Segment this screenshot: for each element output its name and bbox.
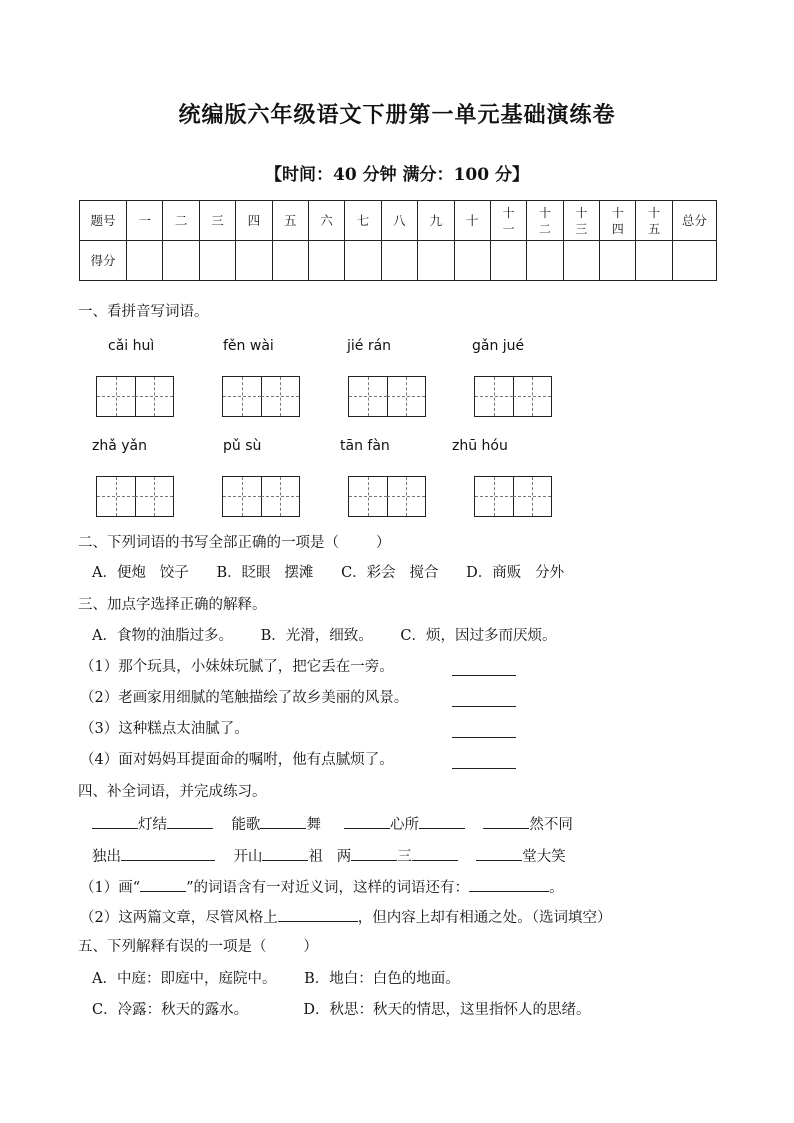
word-fragment: 舞 — [306, 817, 321, 833]
score-label: 得分 — [80, 241, 127, 281]
word-fragment: 灯结 — [138, 817, 167, 833]
score-cell[interactable] — [418, 241, 454, 281]
score-cell[interactable] — [308, 241, 344, 281]
score-cell[interactable] — [527, 241, 563, 281]
word-fragment: 两 — [336, 849, 352, 865]
score-cell[interactable] — [636, 241, 672, 281]
score-cell[interactable] — [600, 241, 636, 281]
column-header — [490, 201, 526, 241]
section5-heading: 五、下列解释有误的一项是（ ） — [78, 939, 318, 955]
writing-grid[interactable] — [222, 376, 300, 417]
column-header: 四 — [236, 201, 272, 241]
word-fragment: 祖 — [308, 849, 323, 865]
score-cell[interactable] — [490, 241, 526, 281]
question-text: （2）这两篇文章，尽管风格上 — [80, 910, 278, 926]
column-header: 六 — [308, 201, 344, 241]
writing-grid[interactable] — [96, 476, 174, 517]
writing-grid[interactable] — [222, 476, 300, 517]
word-fragment: 能歌 — [231, 817, 261, 833]
grid-cell[interactable] — [135, 477, 173, 516]
answer-blank[interactable] — [419, 814, 465, 829]
total-label: 总分 — [672, 201, 716, 241]
score-table-score-row — [80, 241, 717, 281]
pinyin-prompt: pǔ sù — [223, 438, 262, 454]
score-cell[interactable] — [563, 241, 599, 281]
answer-blank[interactable] — [278, 907, 358, 922]
word-fragment: 三 — [397, 849, 412, 865]
score-cell[interactable] — [381, 241, 417, 281]
question-item — [80, 877, 564, 897]
question-item: （1）那个玩具，小妹妹玩腻了，把它丢在一旁。 — [80, 659, 394, 675]
score-cell[interactable] — [127, 241, 163, 281]
word-fragment: 然不同 — [529, 817, 573, 833]
pinyin-prompt: jié rán — [347, 338, 392, 354]
column-header: 九 — [418, 201, 454, 241]
answer-blank[interactable] — [476, 846, 522, 861]
column-header: 三 — [199, 201, 235, 241]
score-table — [79, 200, 717, 281]
column-header-text: 十三 — [575, 205, 588, 236]
answer-blank[interactable] — [452, 723, 516, 738]
section1-heading: 一、看拼音写词语。 — [78, 304, 209, 320]
page-title: 统编版六年级语文下册第一单元基础演练卷 — [178, 102, 616, 128]
word-fragment: 独出 — [92, 849, 121, 865]
section2-heading: 二、下列词语的书写全部正确的一项是（ ） — [78, 535, 391, 551]
answer-blank[interactable] — [260, 814, 306, 829]
column-header: 二 — [163, 201, 199, 241]
question-number-label: 题号 — [80, 201, 127, 241]
grid-cell[interactable] — [387, 477, 425, 516]
column-header-text: 十四 — [611, 205, 624, 236]
writing-grid[interactable] — [96, 376, 174, 417]
column-header — [527, 201, 563, 241]
question-item: （4）面对妈妈耳提面命的嘱咐，他有点腻烦了。 — [80, 752, 394, 768]
column-header — [636, 201, 672, 241]
question-text: 。 — [549, 880, 564, 896]
fill-in-row — [92, 814, 573, 834]
grid-cell[interactable] — [261, 477, 299, 516]
question-item: （3）这种糕点太油腻了。 — [80, 721, 249, 737]
score-table-header-row — [80, 201, 717, 241]
word-fragment: 堂大笑 — [522, 849, 566, 865]
answer-blank[interactable] — [121, 846, 215, 861]
grid-cell[interactable] — [513, 477, 551, 516]
grid-cell[interactable] — [349, 377, 388, 416]
column-header: 一 — [127, 201, 163, 241]
answer-blank[interactable] — [452, 754, 516, 769]
score-cell[interactable] — [199, 241, 235, 281]
question-text: （1）画“ — [80, 880, 141, 896]
score-cell[interactable] — [272, 241, 308, 281]
total-score-cell[interactable] — [672, 241, 716, 281]
question-item — [80, 907, 611, 927]
fill-in-row — [92, 846, 566, 866]
grid-cell[interactable] — [135, 377, 173, 416]
pinyin-prompt: fěn wài — [223, 338, 274, 354]
writing-grid[interactable] — [348, 376, 426, 417]
score-cell[interactable] — [163, 241, 199, 281]
grid-cell[interactable] — [475, 377, 514, 416]
score-cell[interactable] — [345, 241, 381, 281]
pinyin-prompt: zhǎ yǎn — [92, 438, 147, 454]
word-fragment: 开山 — [233, 849, 263, 865]
answer-blank[interactable] — [262, 846, 308, 861]
section3-heading: 三、加点字选择正确的解释。 — [78, 597, 267, 613]
column-header — [600, 201, 636, 241]
writing-grid[interactable] — [348, 476, 426, 517]
section3-options: A．食物的油脂过多。 B．光滑，细致。 C．烦，因过多而厌烦。 — [92, 628, 557, 644]
pinyin-prompt: tān fàn — [340, 438, 390, 454]
grid-cell[interactable] — [349, 477, 388, 516]
pinyin-prompt: gǎn jué — [472, 338, 525, 354]
exam-info: 【时间：40 分钟 满分：100 分】 — [265, 165, 529, 185]
answer-blank[interactable] — [452, 692, 516, 707]
answer-blank[interactable] — [351, 846, 397, 861]
column-header: 八 — [381, 201, 417, 241]
score-cell[interactable] — [236, 241, 272, 281]
column-header-text: 十五 — [648, 205, 661, 236]
column-header: 七 — [345, 201, 381, 241]
answer-blank[interactable] — [483, 814, 529, 829]
score-cell[interactable] — [454, 241, 490, 281]
grid-cell[interactable] — [261, 377, 299, 416]
question-item: （2）老画家用细腻的笔触描绘了故乡美丽的风景。 — [80, 690, 409, 706]
grid-cell[interactable] — [387, 377, 425, 416]
column-header: 五 — [272, 201, 308, 241]
column-header: 十 — [454, 201, 490, 241]
grid-cell[interactable] — [97, 377, 136, 416]
section4-heading: 四、补全词语，并完成练习。 — [78, 784, 267, 800]
answer-blank[interactable] — [412, 846, 458, 861]
column-header — [563, 201, 599, 241]
section5-options: C．冷露：秋天的露水。 D．秋思：秋天的情思，这里指怀人的思绪。 — [92, 1002, 591, 1018]
pinyin-prompt: cǎi huì — [108, 338, 155, 354]
section5-options: A．中庭：即庭中，庭院中。 B．地白：白色的地面。 — [92, 971, 460, 987]
writing-grid[interactable] — [474, 376, 552, 417]
grid-cell[interactable] — [97, 477, 136, 516]
grid-cell[interactable] — [223, 377, 262, 416]
column-header-text: 十一 — [502, 205, 515, 236]
question-text: ”的词语含有一对近义词，这样的词语还有： — [186, 880, 470, 896]
grid-cell[interactable] — [475, 477, 514, 516]
answer-blank[interactable] — [344, 814, 390, 829]
grid-cell[interactable] — [513, 377, 551, 416]
answer-blank[interactable] — [92, 814, 138, 829]
word-fragment: 心所 — [389, 817, 419, 833]
section2-options: A．便炮 饺子 B．眨眼 摆滩 C．彩会 搅合 D．商贩 分外 — [92, 565, 565, 581]
pinyin-prompt: zhū hóu — [452, 438, 508, 454]
answer-blank[interactable] — [469, 877, 549, 892]
answer-blank[interactable] — [452, 661, 516, 676]
question-text: ，但内容上却有相通之处。（选词填空） — [357, 910, 612, 926]
grid-cell[interactable] — [223, 477, 262, 516]
writing-grid[interactable] — [474, 476, 552, 517]
column-header-text: 十二 — [538, 205, 551, 236]
answer-blank[interactable] — [140, 877, 186, 892]
answer-blank[interactable] — [167, 814, 213, 829]
